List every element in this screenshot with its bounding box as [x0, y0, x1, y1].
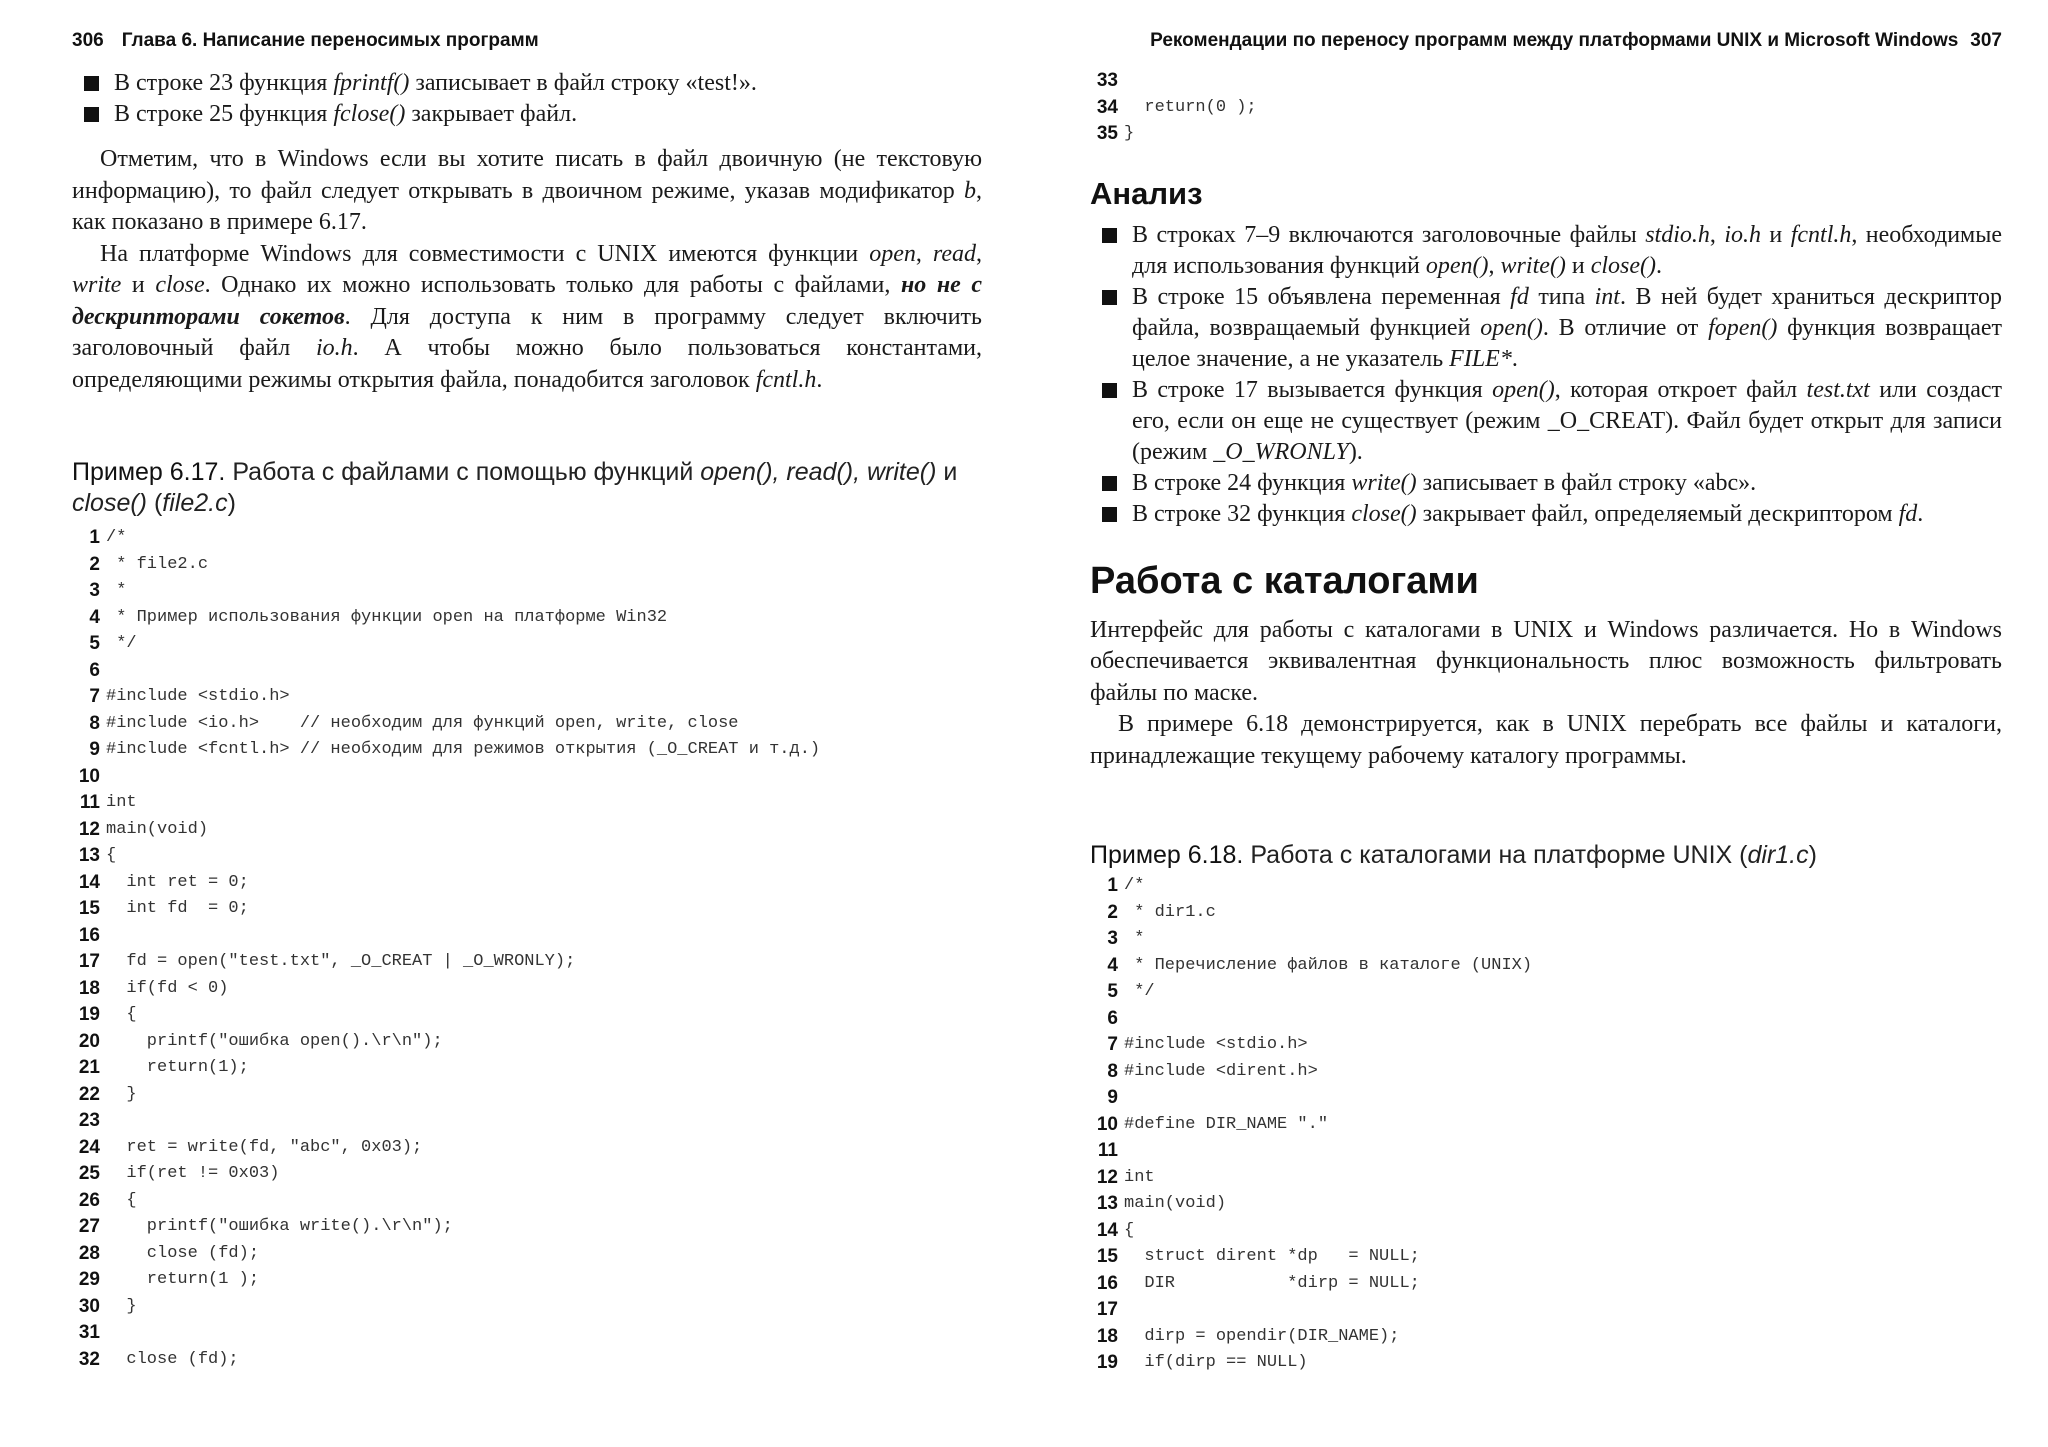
text-run: FILE* — [1449, 345, 1512, 372]
analysis-item — [1090, 375, 2002, 468]
code-text: main(void) — [1124, 1194, 1227, 1213]
text-run: закрывает файл. — [405, 101, 578, 127]
code-line — [72, 817, 982, 844]
code-text: printf("ошибка write().\r\n"); — [106, 1217, 453, 1236]
code-text — [1124, 1006, 2002, 1033]
code-line — [1090, 1324, 2002, 1351]
code-text: { — [1124, 1220, 1135, 1240]
text-run: В примере 6.18 демонстрируется, как в UNIX перебрать все файлы и каталоги, принадлежащие текущему рабочему каталогу программы. — [1090, 711, 2002, 769]
line-number: 15 — [1096, 1246, 1118, 1267]
line-number: 11 — [1097, 1140, 1118, 1161]
code-text: #include <io.h> // необходим для функций open, write, close — [106, 713, 739, 733]
text-run: dir1.c — [1747, 841, 1809, 869]
section-heading: Работа с каталогами — [1090, 559, 1479, 602]
code-line — [72, 1294, 982, 1321]
analysis-item — [1090, 499, 2002, 530]
code-line — [72, 764, 982, 791]
analysis-item — [1090, 468, 2002, 499]
code-text: #include <stdio.h> — [1124, 1035, 1308, 1054]
line-number: 5 — [1107, 981, 1118, 1002]
code-line — [72, 525, 982, 552]
text-run: close() — [1590, 252, 1657, 279]
code-text: /* — [106, 528, 127, 547]
body-paragraph — [72, 144, 982, 239]
code-line — [1090, 1218, 2002, 1245]
text-run: , которая откроет файл — [1554, 376, 1807, 403]
line-number: 23 — [78, 1110, 100, 1131]
bullet-item — [72, 99, 982, 130]
code-line — [72, 552, 982, 579]
line-number: 16 — [1096, 1272, 1118, 1294]
code-line — [1090, 121, 2002, 148]
line-number: 34 — [1096, 96, 1118, 118]
code-text: { — [106, 846, 117, 865]
code-text: /* — [1124, 876, 1145, 895]
code-text — [106, 1320, 982, 1347]
line-number: 2 — [89, 553, 100, 575]
code-listing — [72, 525, 982, 1373]
text-run: write — [72, 272, 122, 298]
line-number: 10 — [1096, 1113, 1118, 1135]
code-line — [72, 1135, 982, 1162]
line-number: 6 — [1107, 1007, 1118, 1029]
text-run: close — [155, 272, 205, 298]
text-run: read — [932, 240, 976, 267]
line-number: 11 — [79, 792, 100, 813]
code-text: DIR *dirp = NULL; — [1124, 1273, 1420, 1293]
running-head-left — [72, 30, 982, 56]
code-line — [1090, 1350, 2002, 1377]
text-run: . — [1511, 345, 1518, 372]
code-text: } — [106, 1296, 137, 1316]
code-text: if(fd < 0) — [106, 978, 229, 998]
code-line — [72, 1108, 982, 1135]
code-line — [1090, 979, 2002, 1006]
code-text: #include <dirent.h> — [1124, 1061, 1318, 1081]
running-head-right — [1090, 30, 2002, 56]
text-run: и — [1761, 221, 1791, 248]
line-number: 32 — [78, 1348, 100, 1370]
code-line — [72, 1320, 982, 1347]
line-number: 9 — [89, 739, 100, 760]
analysis-list — [1090, 220, 2002, 530]
code-text — [1124, 1297, 2002, 1324]
code-line — [72, 790, 982, 817]
text-run: В строке 15 объявлена переменная — [1132, 283, 1511, 310]
code-line — [72, 1347, 982, 1374]
code-text: * Перечисление файлов в каталоге (UNIX) — [1124, 955, 1533, 975]
text-run: , — [976, 240, 982, 267]
text-run: и — [121, 272, 156, 298]
text-run: , — [1488, 252, 1501, 279]
code-line — [72, 896, 982, 923]
code-listing-continued — [1090, 68, 2002, 148]
text-run: fcntl.h — [1790, 221, 1852, 248]
code-text: { — [106, 1190, 137, 1210]
text-run: open() — [1480, 314, 1543, 341]
code-line — [72, 1241, 982, 1268]
code-text: return(0 ); — [1124, 97, 1257, 117]
line-number: 8 — [89, 712, 100, 734]
text-run: Отметим, что в Windows если вы хотите писать в файл двоичную (не текстовую информацию), то файл следует открывать в двоичном режиме, указав модификатор — [72, 146, 982, 204]
line-number: 17 — [1096, 1299, 1118, 1320]
text-run: , как показано в примере 6.17. — [72, 177, 982, 235]
line-number: 20 — [78, 1030, 100, 1052]
text-run: Пример 6.18. — [1090, 841, 1244, 869]
code-text: if(ret != 0x03) — [106, 1164, 280, 1183]
code-line — [72, 711, 982, 738]
code-line — [72, 949, 982, 976]
page-number: 306 — [72, 30, 104, 51]
code-line — [72, 870, 982, 897]
running-title: Глава 6. Написание переносимых программ — [121, 30, 539, 51]
code-text: return(1); — [106, 1058, 249, 1077]
text-run: fopen() — [1708, 314, 1778, 341]
text-run: В строках 7–9 включаются заголовочные файлы — [1132, 221, 1646, 248]
code-text — [106, 923, 982, 950]
text-run: io.h — [1724, 221, 1761, 248]
code-line — [1090, 95, 2002, 122]
text-run: _O_WRONLY — [1213, 438, 1349, 465]
text-run: . — [1917, 500, 1924, 527]
left-body — [72, 68, 982, 396]
text-run: file2.c — [162, 489, 228, 517]
bullet-item — [72, 68, 982, 99]
example-caption — [1090, 840, 2002, 871]
code-text: close (fd); — [106, 1349, 239, 1369]
code-line — [1090, 1271, 2002, 1298]
code-line — [72, 578, 982, 605]
code-line — [1090, 1191, 2002, 1218]
example-6-17 — [72, 457, 982, 1373]
line-number: 18 — [1096, 1325, 1118, 1347]
line-number: 13 — [78, 845, 100, 866]
line-number: 4 — [89, 606, 100, 628]
code-text: ret = write(fd, "abc", 0x03); — [106, 1137, 423, 1157]
line-number: 28 — [78, 1242, 100, 1264]
text-run: типа — [1528, 283, 1595, 310]
line-number: 30 — [78, 1295, 100, 1317]
code-text — [106, 1108, 982, 1135]
line-number: 6 — [89, 659, 100, 681]
text-run: Работа с файлами с помощью функций — [225, 458, 701, 486]
code-text: */ — [1124, 982, 1155, 1001]
text-run: open — [869, 240, 916, 267]
line-number: 4 — [1107, 954, 1118, 976]
code-line — [1090, 1297, 2002, 1324]
code-line — [1090, 1244, 2002, 1271]
code-text: * — [1124, 929, 1145, 948]
text-run: ( — [147, 489, 163, 517]
code-text: * Пример использования функции open на платформе Win32 — [106, 607, 668, 627]
code-text: #include <fcntl.h> // необходим для режимов открытия (_O_CREAT и т.д.) — [106, 740, 821, 759]
line-number: 33 — [1096, 70, 1118, 91]
code-line — [72, 976, 982, 1003]
text-run: . А чтобы можно было пользоваться константами, определяющими режимы открытия файла, понадобится заголовок — [72, 335, 982, 393]
text-run: . В отличие от — [1542, 314, 1709, 341]
line-number: 35 — [1096, 123, 1118, 144]
text-run: , — [1709, 221, 1725, 248]
example-caption — [72, 457, 982, 519]
text-run: Работа с каталогами на платформе UNIX ( — [1243, 841, 1748, 869]
code-line — [1090, 68, 2002, 95]
text-run: close() — [1351, 500, 1417, 527]
text-run: В строке 32 функция — [1132, 500, 1352, 527]
text-run: В строке 25 функция — [114, 101, 334, 127]
text-run: fprintf() — [333, 70, 410, 96]
code-text: #define DIR_NAME "." — [1124, 1114, 1329, 1134]
text-run: open(), read(), write() — [700, 458, 937, 486]
right-page — [1090, 0, 2002, 1447]
text-run: . Однако их можно использовать только для работы с файлами, — [204, 272, 901, 298]
text-run: ) — [227, 489, 236, 517]
text-run: open() — [1425, 252, 1489, 279]
line-number: 19 — [78, 1004, 100, 1025]
line-number: 24 — [78, 1136, 100, 1158]
text-run: и — [1565, 252, 1591, 279]
code-text — [106, 658, 982, 685]
text-run: В строке 24 функция — [1132, 469, 1352, 496]
line-number: 5 — [89, 633, 100, 654]
code-text: main(void) — [106, 819, 209, 839]
text-run: test.txt — [1806, 376, 1870, 403]
code-line — [72, 631, 982, 658]
line-number: 27 — [78, 1216, 100, 1237]
code-line — [1090, 1059, 2002, 1086]
text-run: ) — [1808, 841, 1817, 869]
text-run: stdio.h — [1645, 221, 1710, 248]
text-run: . — [1656, 252, 1663, 279]
text-run: open() — [1492, 376, 1555, 403]
code-line — [72, 1214, 982, 1241]
code-text: #include <stdio.h> — [106, 687, 290, 706]
line-number: 14 — [1096, 1219, 1118, 1241]
line-number: 13 — [1096, 1193, 1118, 1214]
text-run: . Для доступа к ним в программу следует включить заголовочный файл — [72, 303, 982, 361]
line-number: 21 — [78, 1057, 100, 1078]
analysis-item — [1090, 282, 2002, 375]
code-text: fd = open("test.txt", _O_CREAT | _O_WRONLY); — [106, 952, 576, 971]
analysis-item — [1090, 220, 2002, 282]
body-paragraph — [1090, 615, 2002, 710]
code-line — [72, 1055, 982, 1082]
code-line — [1090, 926, 2002, 953]
code-line — [1090, 873, 2002, 900]
line-number: 12 — [1096, 1166, 1118, 1188]
code-text — [1124, 1138, 2002, 1165]
code-line — [1090, 1138, 2002, 1165]
right-body — [1090, 68, 2002, 772]
code-line — [72, 1161, 982, 1188]
line-number: 17 — [78, 951, 100, 972]
text-run: fd — [1898, 500, 1918, 527]
line-number: 7 — [89, 686, 100, 707]
text-run: close() — [72, 489, 148, 517]
code-line — [72, 1002, 982, 1029]
text-run: закрывает файл, определяемый дескриптором — [1416, 500, 1899, 527]
text-run: int — [1594, 283, 1620, 310]
code-text — [1124, 1085, 2002, 1112]
text-run: На платформе Windows для совместимости с UNIX имеются функции — [100, 240, 870, 267]
code-text: close (fd); — [106, 1243, 260, 1263]
code-text — [1124, 68, 2002, 95]
code-line — [72, 1188, 982, 1215]
running-title: Рекомендации по переносу программ между платформами UNIX и Microsoft Windows — [1150, 30, 1959, 51]
code-line — [72, 1267, 982, 1294]
line-number: 2 — [1107, 901, 1118, 923]
code-text: * dir1.c — [1124, 902, 1216, 922]
page-number: 307 — [1970, 30, 2002, 51]
text-run: ). — [1348, 438, 1363, 465]
code-line — [72, 605, 982, 632]
text-run: write() — [1351, 469, 1417, 496]
code-line — [72, 658, 982, 685]
text-run: . — [816, 366, 823, 393]
code-text: } — [106, 1084, 137, 1104]
code-text: if(dirp == NULL) — [1124, 1353, 1308, 1372]
bullet-list — [72, 68, 982, 130]
code-text: struct dirent *dp = NULL; — [1124, 1247, 1420, 1266]
text-run: . В ней будет храниться дескриптор файла, возвращаемый функцией — [1132, 283, 2002, 341]
code-text — [106, 764, 982, 791]
line-number: 26 — [78, 1189, 100, 1211]
code-text: { — [106, 1005, 137, 1024]
text-run: b — [964, 177, 976, 204]
code-text: } — [1124, 124, 1135, 143]
line-number: 29 — [78, 1269, 100, 1290]
code-listing — [1090, 873, 2002, 1377]
code-line — [72, 1082, 982, 1109]
code-line — [72, 1029, 982, 1056]
code-line — [1090, 1165, 2002, 1192]
code-line — [1090, 953, 2002, 980]
text-run: но не с дескрипторами сокетов — [72, 272, 983, 330]
text-run: , — [915, 240, 933, 267]
text-run: fclose() — [333, 101, 406, 127]
line-number: 8 — [1107, 1060, 1118, 1082]
line-number: 12 — [78, 818, 100, 840]
code-line — [72, 843, 982, 870]
line-number: 31 — [78, 1322, 100, 1343]
text-run: Пример 6.17. — [72, 458, 226, 486]
line-number: 10 — [78, 765, 100, 787]
example-6-18 — [1090, 840, 2002, 1377]
text-run: или создаст его, если он еще не существует (режим _O_CREAT). Файл будет открыт для записи (режим — [1132, 376, 2002, 465]
line-number: 7 — [1107, 1034, 1118, 1055]
code-text: int — [1124, 1167, 1155, 1187]
line-number: 3 — [89, 580, 100, 601]
code-text: printf("ошибка open().\r\n"); — [106, 1031, 443, 1051]
code-line — [1090, 1006, 2002, 1033]
code-text: * file2.c — [106, 554, 209, 574]
line-number: 3 — [1107, 928, 1118, 949]
text-run: fcntl.h — [755, 366, 817, 393]
line-number: 15 — [78, 898, 100, 919]
line-number: 1 — [89, 527, 100, 548]
text-run: записывает в файл строку «abc». — [1416, 469, 1757, 496]
code-text: int — [106, 793, 137, 812]
line-number: 25 — [78, 1163, 100, 1184]
code-text: return(1 ); — [106, 1270, 260, 1289]
text-run: write() — [1500, 252, 1566, 279]
code-line — [72, 923, 982, 950]
code-text: int ret = 0; — [106, 872, 249, 892]
left-page — [72, 0, 982, 1447]
text-run: и — [936, 458, 958, 486]
text-run: io.h — [315, 335, 353, 361]
code-line — [1090, 1032, 2002, 1059]
text-run: В строке 17 вызывается функция — [1132, 376, 1493, 403]
text-run: В строке 23 функция — [114, 70, 334, 96]
analysis-heading: Анализ — [1090, 175, 1203, 211]
code-text: */ — [106, 634, 137, 653]
body-paragraph — [1090, 709, 2002, 772]
text-run: функция возвращает целое значение, а не указатель — [1132, 314, 2003, 372]
code-line — [1090, 1112, 2002, 1139]
line-number: 1 — [1107, 875, 1118, 896]
code-line — [72, 684, 982, 711]
line-number: 22 — [78, 1083, 100, 1105]
line-number: 19 — [1096, 1352, 1118, 1373]
code-line — [1090, 900, 2002, 927]
line-number: 16 — [78, 924, 100, 946]
text-run: Интерфейс для работы с каталогами в UNIX и Windows различается. Но в Windows обеспечивается эквивалентная функциональность плюс возможность фильтровать файлы по маске. — [1090, 616, 2002, 706]
line-number: 18 — [78, 977, 100, 999]
body-paragraph — [72, 239, 982, 397]
text-run: , необходимые для использования функций — [1132, 221, 2003, 279]
line-number: 14 — [78, 871, 100, 893]
line-number: 9 — [1107, 1087, 1118, 1108]
text-run: fd — [1510, 283, 1529, 310]
code-text: * — [106, 581, 127, 600]
code-text: dirp = opendir(DIR_NAME); — [1124, 1326, 1400, 1346]
text-run: записывает в файл строку «test!». — [409, 70, 757, 96]
code-line — [72, 737, 982, 764]
code-text: int fd = 0; — [106, 899, 249, 918]
code-line — [1090, 1085, 2002, 1112]
